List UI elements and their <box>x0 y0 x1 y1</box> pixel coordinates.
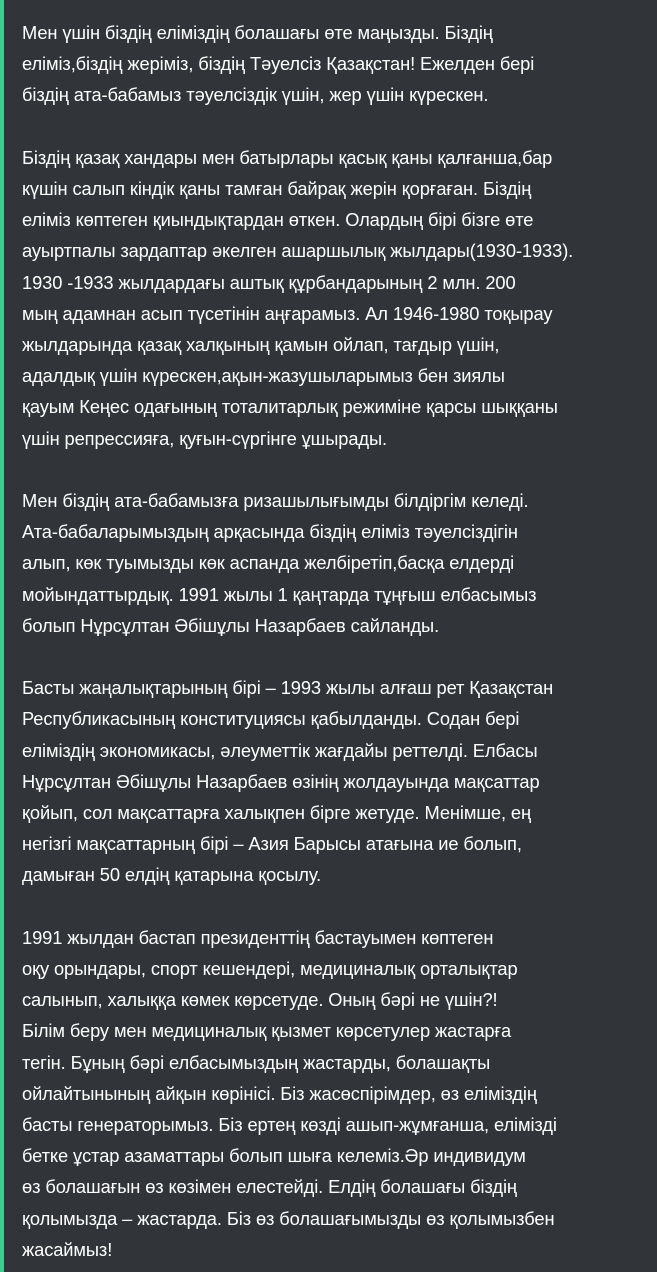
text-line: болып Нұрсұлтан Әбішұлы Назарбаев сайланды. <box>22 614 440 636</box>
text-line: Республикасының конституциясы қабылданды. Содан бері <box>22 708 520 730</box>
text-line: Білім беру мен медициналық қызмет көрсетулер жастарға <box>22 1020 512 1042</box>
paragraph-1 <box>22 17 652 111</box>
text-line: бетке ұстар азаматтары болып шыға келеміз.Әр индивидум <box>22 1145 526 1167</box>
text-line: Біздің қазақ хандары мен батырлары қасық қаны қалғанша,бар <box>22 146 553 168</box>
text-line: 1930 -1933 жылдардағы аштық құрбандарының 2 млн. 200 <box>22 271 516 293</box>
paragraph-3 <box>22 485 652 641</box>
text-line: мың адамнан асып түсетінін аңғарамыз. Ал 1946-1980 тоқырау <box>22 302 553 324</box>
text-line: алып, көк туымызды көк аспанда желбіретіп,басқа елдерді <box>22 552 515 574</box>
text-line: Нұрсұлтан Әбішұлы Назарбаев өзінің жолдауында мақсаттар <box>22 770 540 792</box>
text-line: дамыған 50 елдің қатарына қосылу. <box>22 864 322 886</box>
text-line: салынып, халыққа көмек көрсетуде. Оның бәрі не үшін?! <box>22 989 498 1011</box>
paragraph-2 <box>22 142 652 454</box>
text-line: басты генераторымыз. Біз ертең көзді ашып-жұмғанша, елімізді <box>22 1114 557 1136</box>
text-line: ойлайтынының айқын көрінісі. Біз жасөспірімдер, өз еліміздің <box>22 1082 537 1104</box>
paragraph-4 <box>22 672 652 890</box>
text-line: ауыртпалы зардаптар әкелген ашаршылық жылдары(1930-1933). <box>22 240 574 262</box>
text-line: үшін репрессияға, қуғын-сүргінге ұшырады. <box>22 427 387 449</box>
text-line: еліміз көптеген қиындықтардан өткен. Олардың бірі бізге өте <box>22 209 534 231</box>
text-line: негізгі мақсаттарның бірі – Азия Барысы атағына ие болып, <box>22 833 522 855</box>
text-line: өз болашағын өз көзімен елестейді. Елдің болашағы біздің <box>22 1176 517 1198</box>
text-line: жасаймыз! <box>22 1238 113 1260</box>
essay-text <box>22 17 652 1265</box>
paragraph-5 <box>22 922 652 1265</box>
left-accent-bar <box>0 0 4 1272</box>
text-line: Ата-бабаларымыздың арқасында біздің еліміз тәуелсіздігін <box>22 521 518 543</box>
text-line: қойып, сол мақсаттарға халықпен бірге жетуде. Менімше, ең <box>22 802 531 824</box>
text-line: қауым Кеңес одағының тоталитарлық режиміне қарсы шыққаны <box>22 396 558 418</box>
text-line: еліміз,біздің жеріміз, біздің Тәуелсіз Қазақстан! Ежелден бері <box>22 53 535 75</box>
text-line: Мен үшін біздің еліміздің болашағы өте маңызды. Біздің <box>22 22 493 43</box>
text-line: 1991 жылдан бастап президенттің бастауымен көптеген <box>22 926 494 948</box>
text-line: тегін. Бұның бәрі елбасымыздың жастарды, болашақты <box>22 1051 491 1073</box>
text-line: біздің ата-бабамыз тәуелсіздік үшін, жер үшін күрескен. <box>22 84 489 106</box>
text-line: Басты жаңалықтарының бірі – 1993 жылы алғаш рет Қазақстан <box>22 677 554 699</box>
text-line: күшін салып кіндік қаны тамған байрақ жерін қорғаған. Біздің <box>22 178 532 199</box>
text-line: еліміздің экономикасы, әлеуметтік жағдайы реттелді. Елбасы <box>22 739 538 761</box>
text-line: қолымызда – жастарда. Біз өз болашағымызды өз қолымызбен <box>22 1207 555 1229</box>
text-line: жылдарында қазақ халқының қамын ойлап, тағдыр үшін, <box>22 334 500 356</box>
text-line: мойындаттырдық. 1991 жылы 1 қаңтарда тұңғыш елбасымыз <box>22 583 537 605</box>
text-line: Мен біздің ата-бабамызға ризашылығымды білдіргім келеді. <box>22 490 529 512</box>
text-line: оқу орындары, спорт кешендері, медициналық орталықтар <box>22 958 518 980</box>
text-line: адалдық үшін күрескен,ақын-жазушыларымыз бен зиялы <box>22 365 505 387</box>
